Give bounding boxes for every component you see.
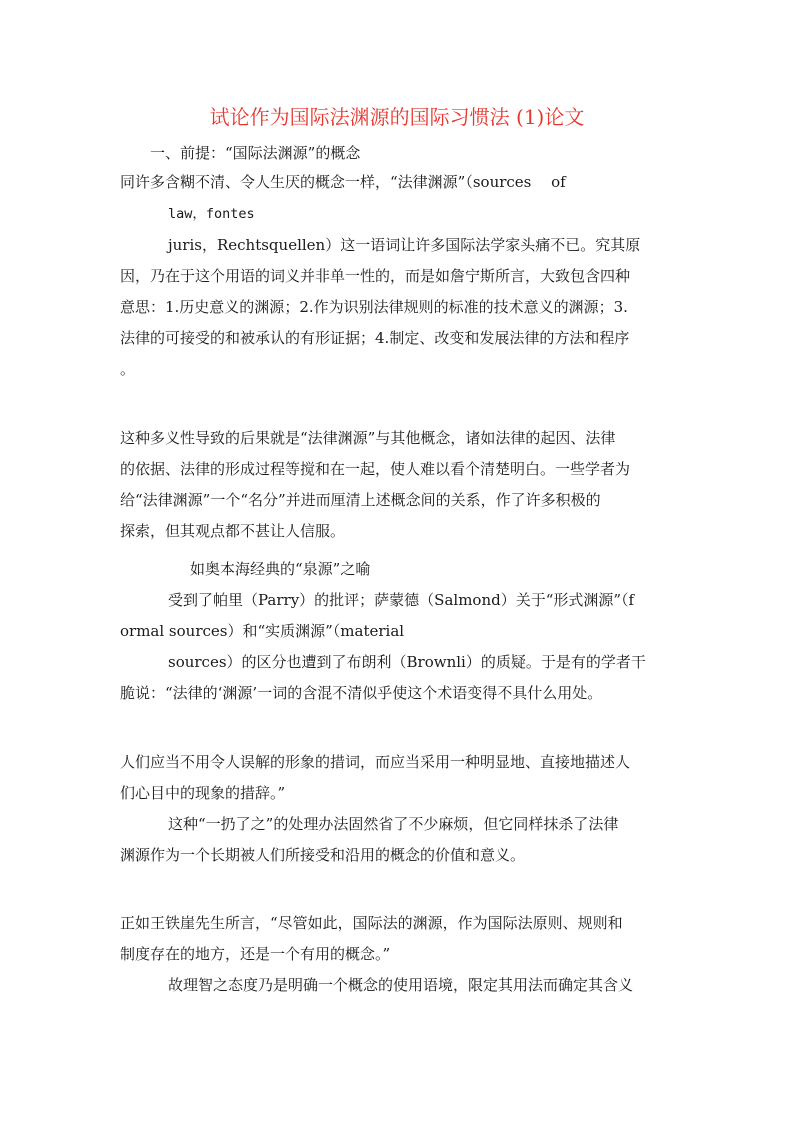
- text-line: 同许多含糊不清、令人生厌的概念一样，“法律渊源”（sources of: [120, 173, 566, 191]
- text-line: 正如王铁崖先生所言，“尽管如此，国际法的渊源，作为国际法原则、规则和: [120, 914, 623, 932]
- document-title: 试论作为国际法渊源的国际习惯法 (1)论文: [209, 105, 585, 129]
- text-line: 受到了帕里（Parry）的批评；萨蒙德（Salmond）关于“形式渊源”（f: [168, 591, 635, 609]
- text-line: 因，乃在于这个用语的词义并非单一性的，而是如詹宁斯所言，大致包含四种: [120, 267, 631, 285]
- text-line: juris，Rechtsquellen）这一语词让许多国际法学家头痛不已。究其原: [168, 236, 641, 254]
- text-line: 给“法律渊源”一个“名分”并进而厘清上述概念间的关系，作了许多积极的: [120, 491, 601, 509]
- text-line: 这种“一扔了之”的处理办法固然省了不少麻烦，但它同样抹杀了法律: [168, 815, 619, 833]
- text-line: 法律的可接受的和被承认的有形证据；4.制定、改变和发展法律的方法和程序: [120, 329, 630, 347]
- text-line: 脆说：“法律的‘渊源’一词的含混不清似乎使这个术语变得不具什么用处。: [120, 684, 603, 702]
- text-line: 的依据、法律的形成过程等搅和在一起，使人难以看个清楚明白。一些学者为: [120, 460, 631, 478]
- text-line: law，fontes: [168, 206, 255, 222]
- section-heading: 一、前提：“国际法渊源”的概念: [150, 144, 361, 162]
- text-line: 这种多义性导致的后果就是“法律渊源”与其他概念，诸如法律的起因、法律: [120, 429, 616, 447]
- text-line: ormal sources）和“实质渊源”（material: [120, 622, 405, 640]
- text-line: 意思：1.历史意义的渊源；2.作为识别法律规则的标准的技术意义的渊源；3.: [120, 298, 628, 316]
- text-line: 渊源作为一个长期被人们所接受和沿用的概念的价值和意义。: [120, 846, 526, 864]
- text-line: 探索，但其观点都不甚让人信服。: [120, 522, 346, 540]
- text-line: 们心目中的现象的措辞。”: [120, 784, 286, 802]
- text-line: 人们应当不用令人误解的形象的措词，而应当采用一种明显地、直接地描述人: [120, 753, 631, 771]
- text-line: sources）的区分也遭到了布朗利（Brownli）的质疑。于是有的学者干: [168, 653, 646, 671]
- text-line: 故理智之态度乃是明确一个概念的使用语境，限定其用法而确定其含义: [168, 976, 634, 994]
- text-line: 。: [120, 360, 136, 378]
- subheading-line: 如奥本海经典的“泉源”之喻: [190, 560, 371, 578]
- text-line: 制度存在的地方，还是一个有用的概念。”: [120, 945, 391, 963]
